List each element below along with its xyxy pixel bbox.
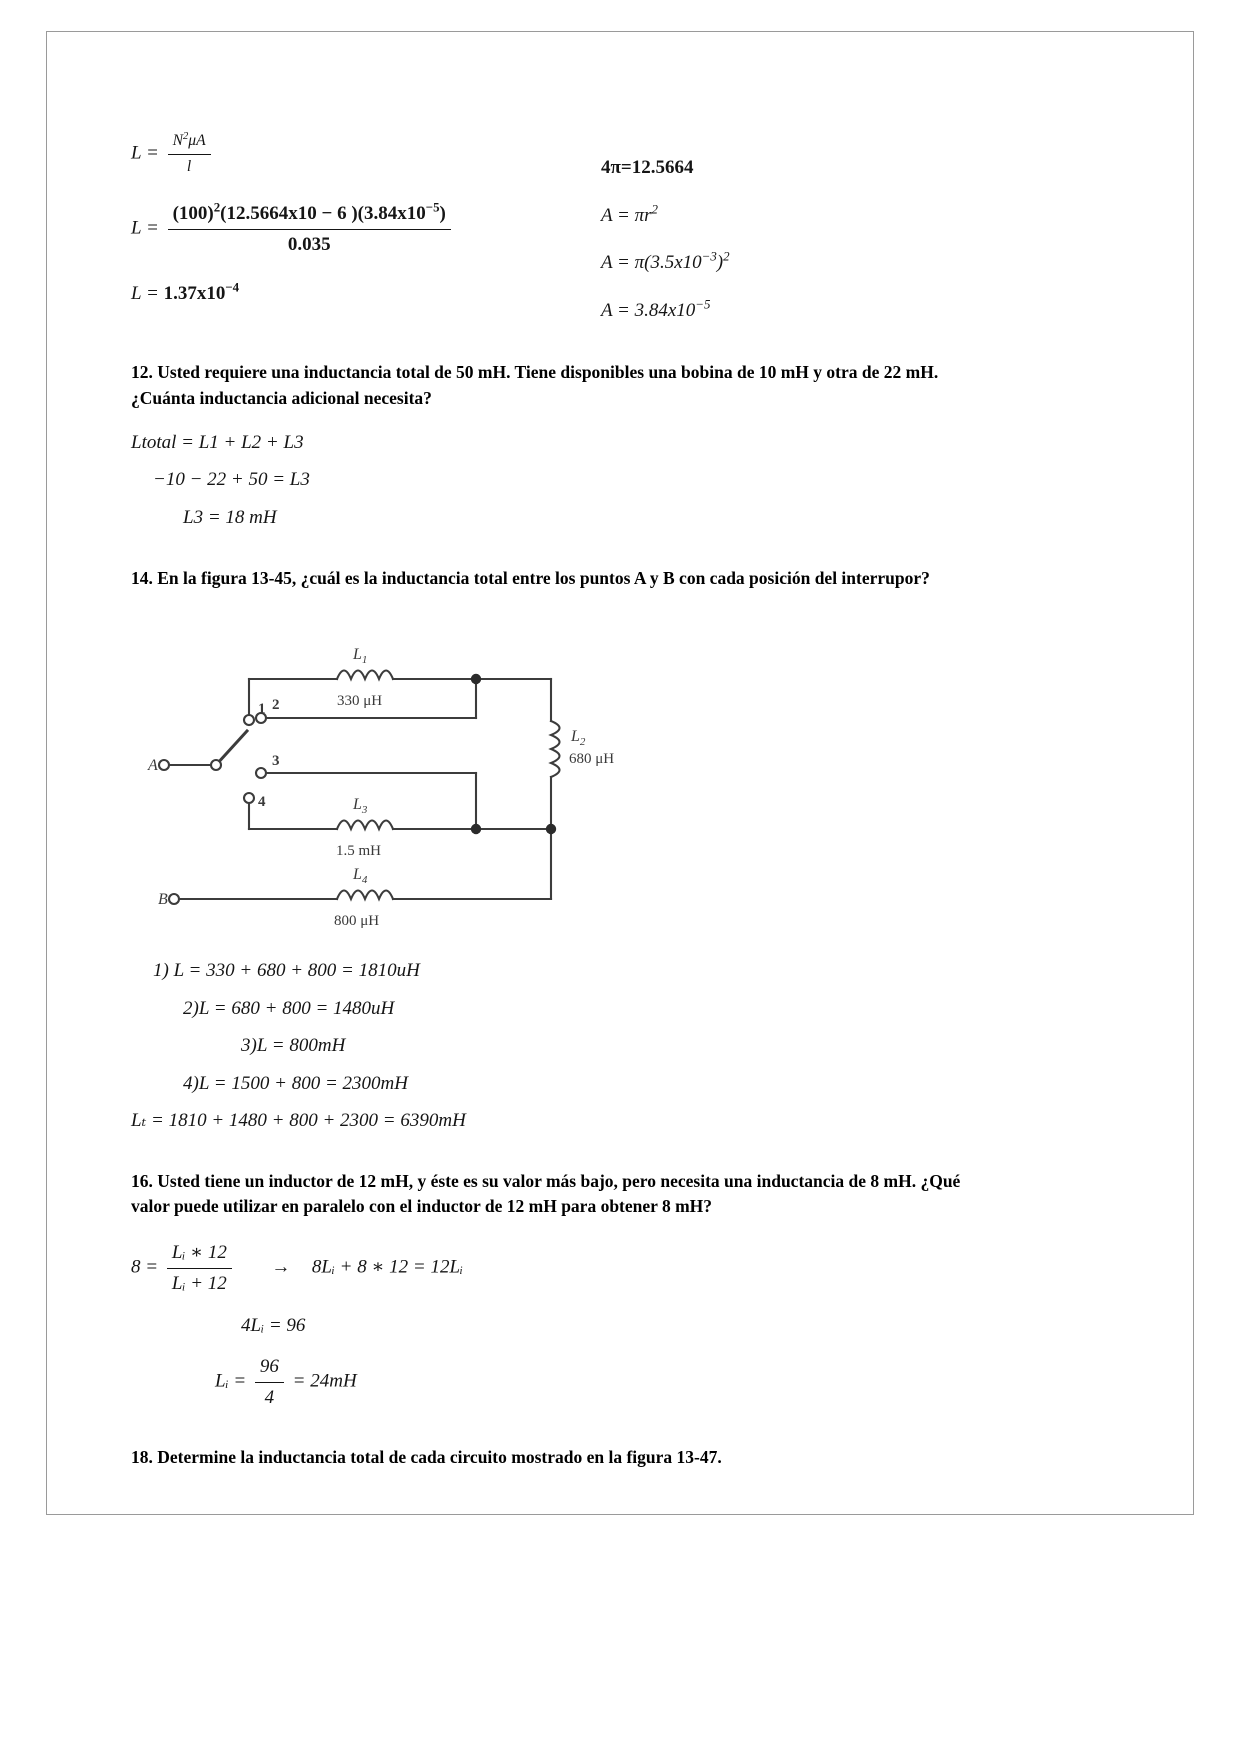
eq-result-mantissa: 1.37x10 <box>163 283 226 305</box>
problem-16-solution-line-3 <box>131 1353 991 1411</box>
top-equations-right <box>601 120 991 334</box>
p16-lhs: 8 = <box>131 1256 159 1278</box>
coil-l1 <box>337 670 393 679</box>
p16-rhs: 8Lᵢ + 8 ∗ 12 = 12Lᵢ <box>311 1256 464 1278</box>
equation-area-formula <box>601 202 991 230</box>
eq-equals-2: = <box>145 217 159 239</box>
problem-14-solution-pos2: 2)L = 680 + 800 = 1480uH <box>183 997 395 1019</box>
terminal-b-circle <box>169 894 179 904</box>
problem-12-solution-line-2: −10 − 22 + 50 = L3 <box>153 469 310 491</box>
terminal-a-circle <box>159 760 169 770</box>
fraction-N2muA-over-l <box>168 130 211 178</box>
eq-area-result-exp: −5 <box>695 296 711 312</box>
fraction-denominator: l <box>186 157 192 175</box>
switch-blade <box>216 731 247 765</box>
equation-inductance-formula <box>131 130 601 178</box>
value-l2: 680 μH <box>569 750 615 767</box>
eq-equals-6: = <box>617 299 630 321</box>
problem-14-statement: 14. En la figura 13-45, ¿cuál es la inductancia total entre los puntos A y B con cada posición del interrupor? <box>131 567 930 588</box>
coil-l4 <box>337 890 393 899</box>
p16-fraction-denominator: Lᵢ + 12 <box>171 1272 227 1294</box>
label-switch-position-2: 2 <box>272 696 280 713</box>
top-equations-left <box>131 120 601 318</box>
switch-contact-4[interactable] <box>244 793 254 803</box>
label-switch-position-3: 3 <box>272 752 280 769</box>
label-l2: $L_2$ <box>571 727 586 748</box>
equation-area-substituted <box>601 249 991 277</box>
equation-inductance-substituted <box>131 200 601 258</box>
junction-dot-right <box>546 824 556 834</box>
eq-equals-3: = <box>145 283 159 305</box>
p16-result-denominator: 4 <box>264 1386 275 1408</box>
problem-14-solution-pos3: 3)L = 800mH <box>241 1035 346 1057</box>
eq-L-symbol-2: L <box>131 217 142 239</box>
label-l3: $L_3$ <box>353 795 368 816</box>
value-l3: 1.5 mH <box>336 842 381 859</box>
coil-l2 <box>551 721 560 777</box>
equation-four-pi <box>601 154 991 182</box>
fraction-numerator-substituted: $(100)^2(12.5664x10 - 6$ )$(3.84x10^{-5})$ <box>168 200 451 230</box>
problem-12-solution-line-1: Ltotal = L1 + L2 + L3 <box>131 431 304 453</box>
p16-arrow: → <box>271 1256 291 1278</box>
label-l1: $L_1$ <box>353 645 368 666</box>
eq-area-outer-exp: 2 <box>723 248 730 264</box>
eq-fourpi-text: 4π=12.5664 <box>601 157 694 178</box>
label-switch-position-1: 1 <box>258 700 266 717</box>
circuit-figure-13-45 <box>131 617 991 947</box>
circuit-svg <box>131 617 691 947</box>
eq-A-symbol: A <box>601 204 613 226</box>
eq-L-symbol-3: L <box>131 283 142 305</box>
problem-14-solution-total: Lₜ = 1810 + 1480 + 800 + 2300 = 6390mH <box>131 1110 466 1132</box>
eq-area-exp: 2 <box>651 201 658 217</box>
p16-fraction <box>167 1239 232 1297</box>
label-l4: $L_4$ <box>353 865 368 886</box>
problem-14-solution-pos1: 1) L = 330 + 680 + 800 = 1810uH <box>153 959 420 981</box>
p16-result-numerator: 96 <box>255 1353 284 1383</box>
value-l1: 330 μH <box>337 692 383 709</box>
p16-result-rhs: = 24mH <box>292 1370 357 1392</box>
problem-12-solution-line-3: L3 = 18 mH <box>183 507 277 529</box>
problem-12-statement: 12. Usted requiere una inductancia total de 50 mH. Tiene disponibles una bobina de 10 mH y otra de 22 mH. ¿Cuánta inductancia adicional necesita? <box>131 362 939 408</box>
junction-dot-top <box>471 674 481 684</box>
fraction-substituted <box>168 200 451 258</box>
equation-area-result <box>601 297 991 325</box>
eq-area-inner-exp: −3 <box>701 248 717 264</box>
top-equations-block <box>131 120 991 334</box>
p16-fraction-numerator: Lᵢ ∗ 12 <box>167 1239 232 1269</box>
problem-16-solution-line-2: 4Lᵢ = 96 <box>241 1314 306 1336</box>
eq-equals-5: = <box>617 252 630 274</box>
eq-result-exponent: −4 <box>225 279 240 295</box>
equation-inductance-result <box>131 280 601 308</box>
eq-A-symbol-3: A <box>601 299 613 321</box>
page-content <box>131 120 991 1485</box>
eq-area-result-mantissa: 3.84x10 <box>634 299 696 321</box>
problem-14-solution-pos4: 4)L = 1500 + 800 = 2300mH <box>183 1072 408 1094</box>
label-switch-position-4: 4 <box>258 793 266 810</box>
fraction-denominator-substituted: 0.035 <box>287 233 331 255</box>
switch-pivot-circle <box>211 760 221 770</box>
switch-contact-1[interactable] <box>244 715 254 725</box>
label-terminal-b: B <box>158 890 168 908</box>
value-l4: 800 μH <box>334 912 380 929</box>
switch-contact-3[interactable] <box>256 768 266 778</box>
eq-equals: = <box>145 142 159 164</box>
eq-area-open: π(3.5x10 <box>634 252 702 274</box>
eq-area-close: ) <box>716 252 724 274</box>
eq-equals-4: = <box>617 204 630 226</box>
eq-L-symbol: L <box>131 142 142 164</box>
coil-l3 <box>337 820 393 829</box>
eq-pi-r: πr <box>634 204 652 226</box>
p16-result-lhs: Lᵢ = <box>215 1370 247 1392</box>
problem-16-solution-line-1 <box>131 1239 991 1297</box>
fraction-numerator: $N^2\mu A$ <box>168 130 211 155</box>
label-terminal-a: A <box>148 756 158 774</box>
problem-18-statement: 18. Determine la inductancia total de cada circuito mostrado en la figura 13-47. <box>131 1447 722 1468</box>
junction-dot-bottom <box>471 824 481 834</box>
p16-result-fraction <box>255 1353 284 1411</box>
problem-16-statement: 16. Usted tiene un inductor de 12 mH, y éste es su valor más bajo, pero necesita una inductancia de 8 mH. ¿Qué valor puede utilizar en paralelo con el inductor de 12 mH para obtener 8 mH? <box>131 1170 961 1217</box>
eq-A-symbol-2: A <box>601 252 613 274</box>
